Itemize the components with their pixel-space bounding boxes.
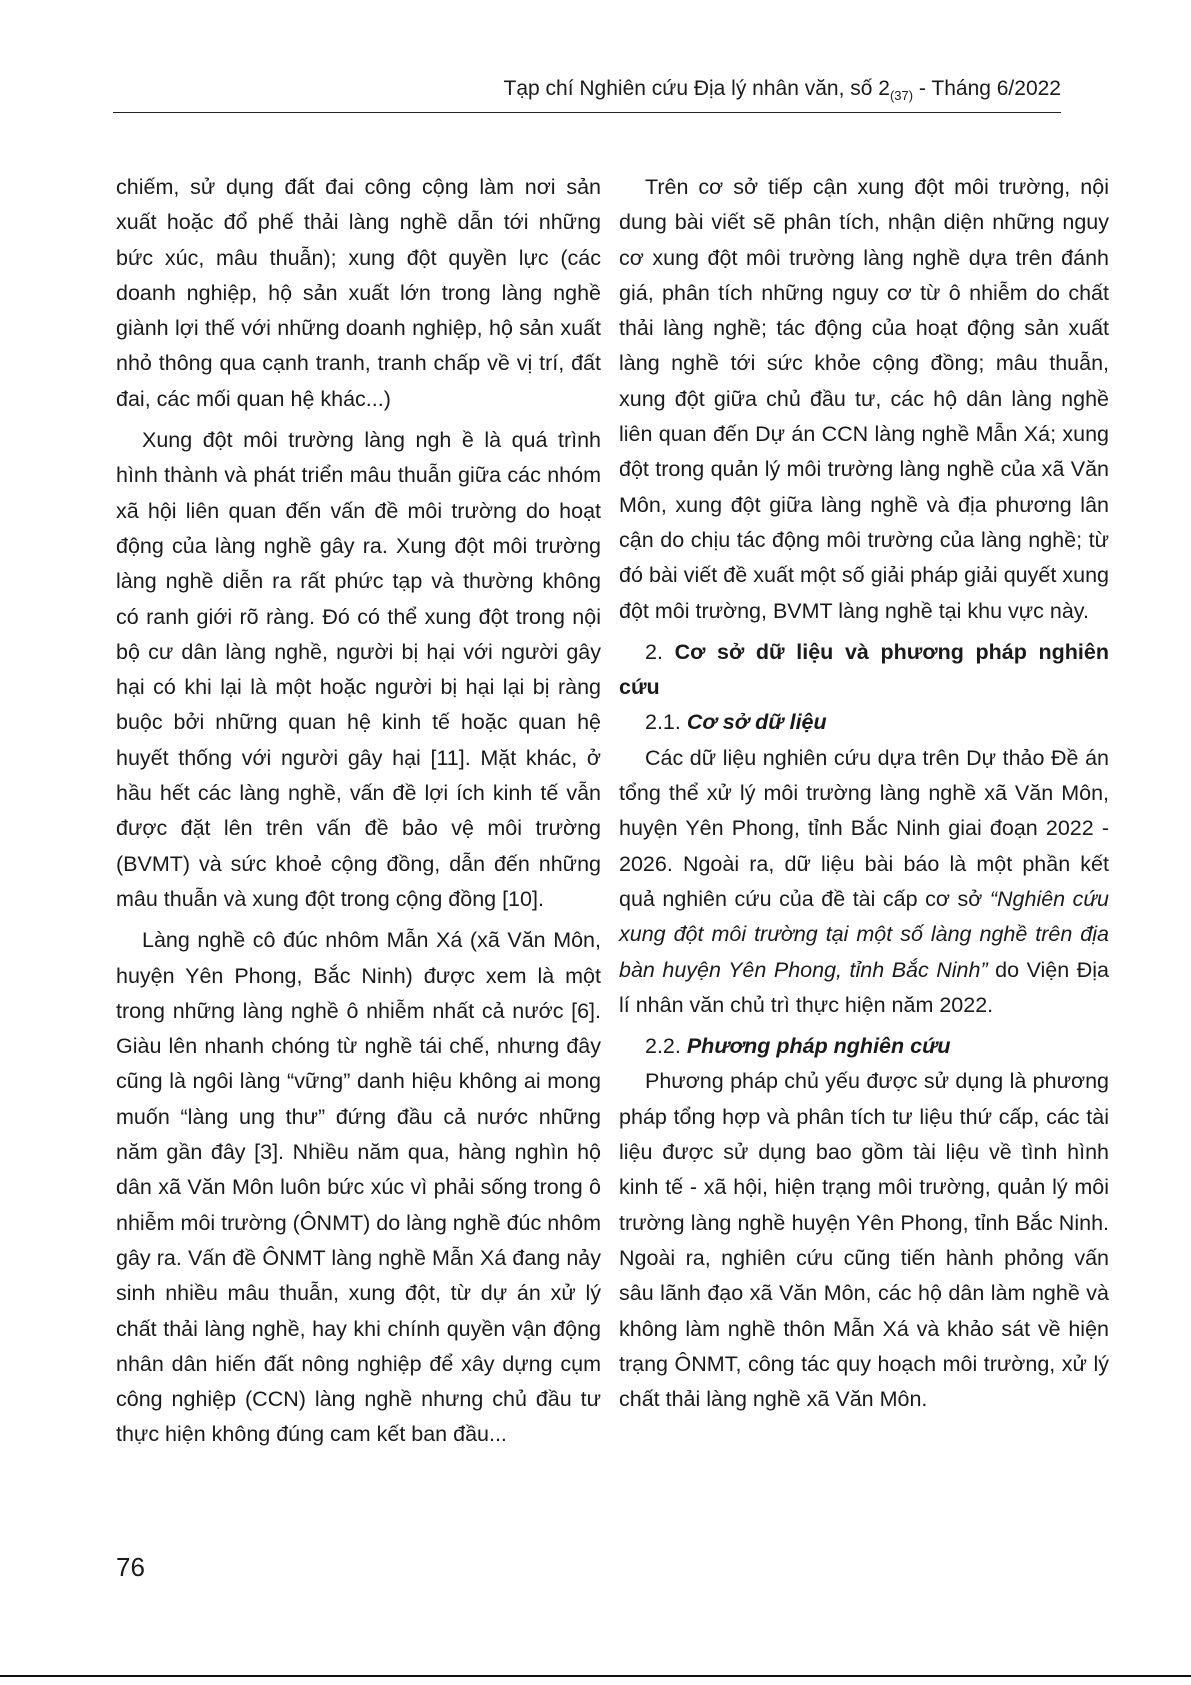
footer-rule — [0, 1675, 1191, 1677]
subsection-title: Phương pháp nghiên cứu — [686, 1034, 951, 1059]
page-number: 76 — [116, 1552, 145, 1582]
paragraph — [619, 741, 1109, 1023]
issue-number: (37) — [889, 88, 914, 104]
paragraph: chiếm, sử dụng đất đai công cộng làm nơi sản xuất hoặc đổ phế thải làng nghề dẫn tới những bức xúc, mâu thuẫn); xung đột quyền lực (các doanh nghiệp, hộ sản xuất lớn trong làng nghề giành lợi thế với những doanh nghiệp, hộ sản xuất nhỏ thông qua cạnh tranh, tranh chấp về vị trí, đất đai, các mối quan hệ khác...) — [116, 175, 601, 411]
header-rule — [113, 112, 1061, 113]
paragraph: Phương pháp chủ yếu được sử dụng là phương pháp tổng hợp và phân tích tư liệu thứ cấp, các tài liệu được sử dụng bao gồm tài liệu về tình hình kinh tế - xã hội, hiện trạng môi trường, quản lý môi trường làng nghề huyện Yên Phong, tỉnh Bắc Ninh. Ngoài ra, nghiên cứu cũng tiến hành phỏng vấn sâu lãnh đạo xã Văn Môn, các hộ dân làm nghề và không làm nghề thôn Mẫn Xá và khảo sát về hiện trạng ÔNMT, công tác quy hoạch môi trường, xử lý chất thải làng nghề xã Văn Môn. — [619, 1069, 1109, 1412]
subsection-number: 2.2. — [645, 1034, 687, 1059]
paragraph: Làng nghề cô đúc nhôm Mẫn Xá (xã Văn Môn, huyện Yên Phong, Bắc Ninh) được xem là một trong những làng nghề ô nhiễm nhất cả nước [6]. Giàu lên nhanh chóng từ nghề tái chế, nhưng đây cũng là ngôi làng “vững” danh hiệu không ai mong muốn “làng ung thư” đứng đầu cả nước những năm gần đây [3]. Nhiều năm qua, hàng nghìn hộ dân xã Văn Môn luôn bức xúc vì phải sống trong ô nhiễm môi trường (ÔNMT) do làng nghề đúc nhôm gây ra. Vấn đề ÔNMT làng nghề Mẫn Xá đang nảy sinh nhiều mâu thuẫn, xung đột, từ dự án xử lý chất thải làng nghề, hay khi chính quyền vận động nhân dân hiến đất nông nghiệp để xây dựng cụm công nghiệp (CCN) làng nghề nhưng chủ đầu tư thực hiện không đúng cam kết ban đầu... — [116, 928, 601, 1447]
right-column — [619, 170, 1109, 1417]
subsection-heading — [619, 705, 1109, 740]
paragraph: Trên cơ sở tiếp cận xung đột môi trường, nội dung bài viết sẽ phân tích, nhận diện những nguy cơ xung đột môi trường làng nghề dựa trên đánh giá, phân tích những nguy cơ từ ô nhiễm do chất thải làng nghề; tác động của hoạt động sản xuất làng nghề tới sức khỏe cộng đồng; mâu thuẫn, xung đột giữa chủ đầu tư, các hộ dân làng nghề liên quan đến Dự án CCN làng nghề Mẫn Xá; xung đột trong quản lý môi trường làng nghề của xã Văn Môn, xung đột giữa làng nghề và địa phương lân cận do chịu tác động môi trường của làng nghề; từ đó bài viết đề xuất một số giải pháp giải quyết xung đột môi trường, BVMT làng nghề tại khu vực này. — [619, 175, 1109, 623]
subsection-number: 2.1. — [645, 710, 687, 735]
journal-title: Tạp chí Nghiên cứu Địa lý nhân văn, số 2 — [503, 77, 890, 100]
section-title: Cơ sở dữ liệu và phương pháp nghiên cứu — [619, 639, 1109, 700]
section-number: 2. — [645, 639, 675, 664]
subsection-title: Cơ sở dữ liệu — [686, 710, 827, 735]
left-column — [116, 170, 601, 1453]
project-title: “Nghiên cứu xung đột môi trường tại một số làng nghề trên địa bàn huyện Yên Phong, tỉnh Bắc Ninh” — [619, 886, 1109, 982]
paragraph-text: Các dữ liệu nghiên cứu dựa trên Dự thảo Đề án tổng thể xử lý môi trường làng nghề xã Văn Môn, huyện Yên Phong, tỉnh Bắc Ninh giai đoạn 2022 - 2026. Ngoài ra, dữ liệu bài báo là một phần kết quả nghiên cứu của đề tài cấp cơ sở — [619, 745, 1109, 911]
subsection-heading — [619, 1029, 1109, 1064]
issue-date: - Tháng 6/2022 — [913, 77, 1061, 100]
running-header — [113, 76, 1061, 109]
section-heading — [619, 635, 1109, 706]
paragraph-text-end: do Viện Địa lí nhân văn chủ trì thực hiện năm 2022. — [619, 957, 1109, 1017]
paragraph: Xung đột môi trường làng ngh ề là quá trình hình thành và phát triển mâu thuẫn giữa các nhóm xã hội liên quan đến vấn đề môi trường do hoạt động của làng nghề gây ra. Xung đột môi trường làng nghề diễn ra rất phức tạp và thường không có ranh giới rõ ràng. Đó có thể xung đột trong nội bộ cư dân làng nghề, người bị hại với người gây hại có khi lại là một hoặc người bị hại lại bị ràng buộc bởi những quan hệ kinh tế hoặc quan hệ huyết thống với người gây hại [11]. Mặt khác, ở hầu hết các làng nghề, vấn đề lợi ích kinh tế vẫn được đặt lên trên vấn đề bảo vệ môi trường (BVMT) và sức khoẻ cộng đồng, dẫn đến những mâu thuẫn và xung đột trong cộng đồng [10]. — [116, 428, 601, 911]
